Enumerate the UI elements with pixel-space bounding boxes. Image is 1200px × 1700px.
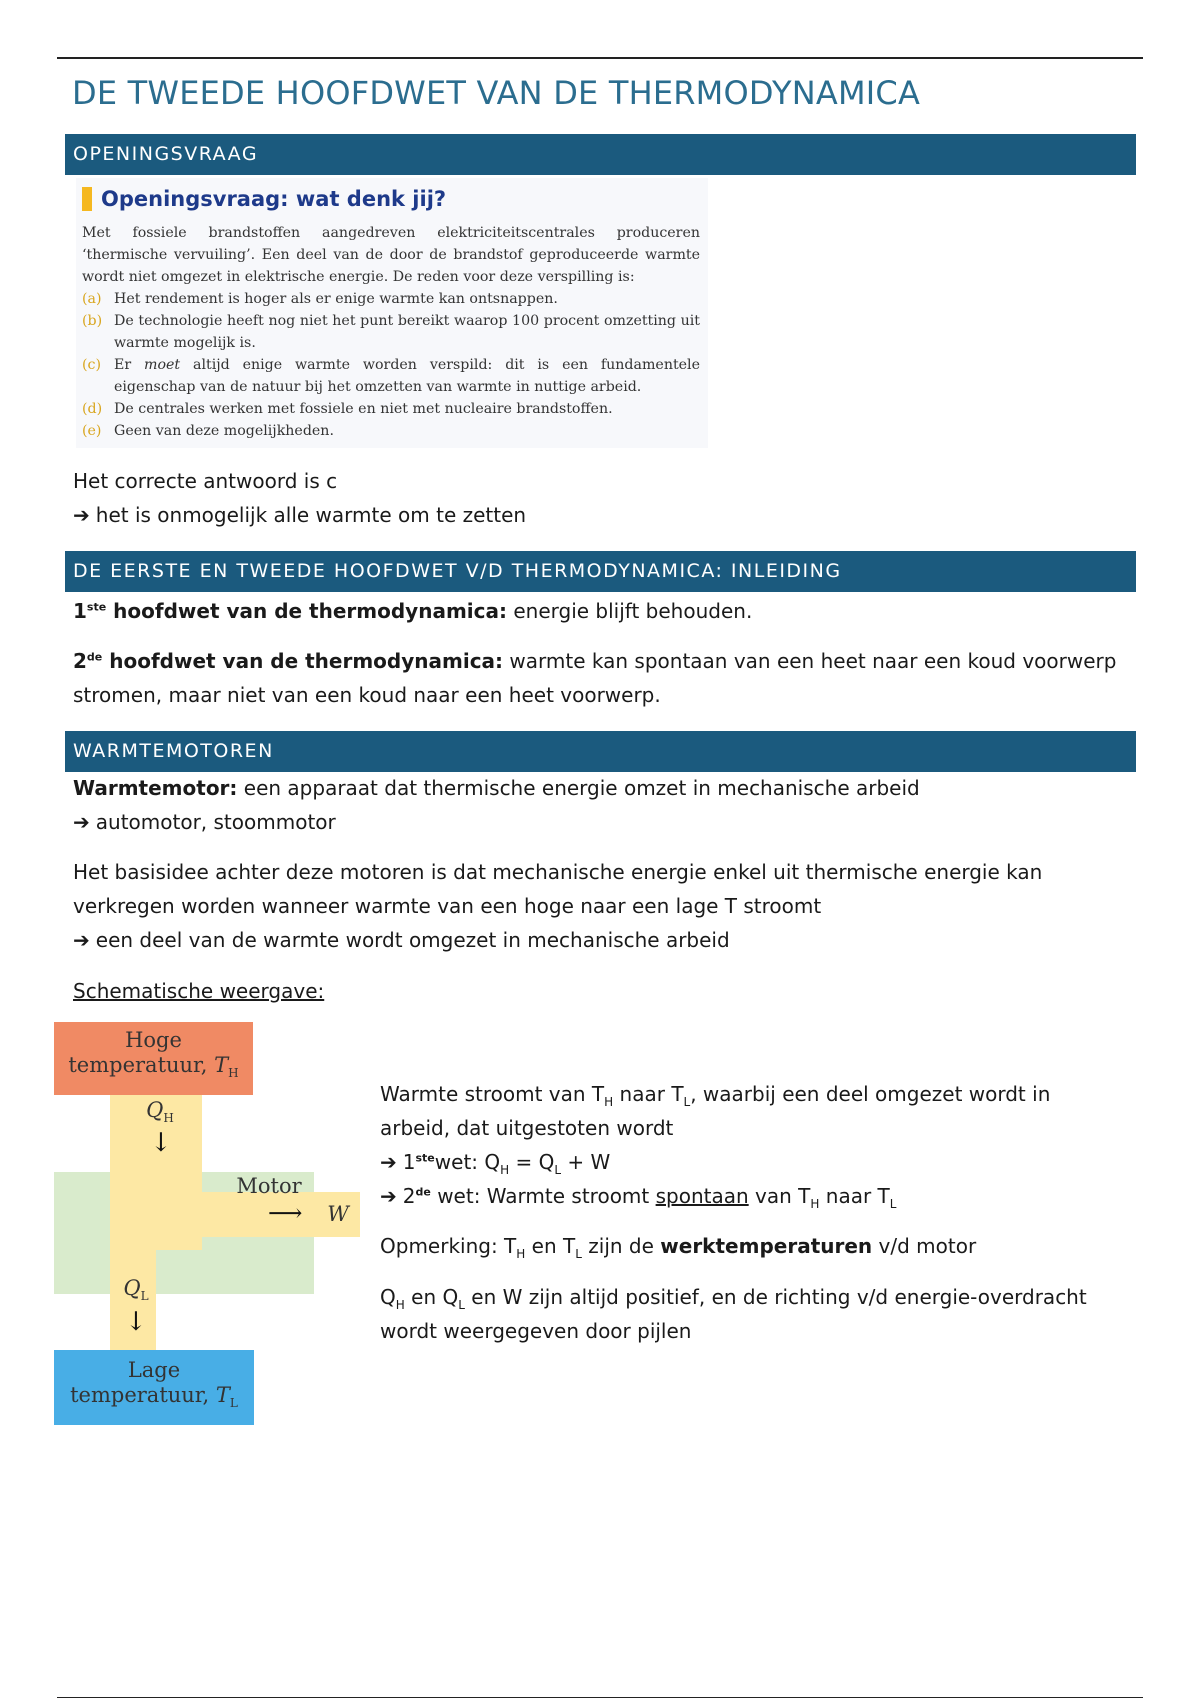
section-header-engines: WARMTEMOTOREN <box>65 731 1136 772</box>
cold-reservoir-label: Lage temperatuur, $T_L$ <box>70 1358 238 1411</box>
page-title: DE TWEEDE HOOFDWET VAN DE THERMODYNAMICA <box>72 74 921 112</box>
arrow-icon: ➔ <box>380 1184 397 1208</box>
heat-engine-definition: Warmtemotor: een apparaat dat thermische energie omzet in mechanische arbeid <box>73 776 920 800</box>
qh-label: $Q_H$ <box>146 1098 174 1126</box>
basic-idea-conclusion: ➔ een deel van de warmte wordt omgezet in mechanische arbeid <box>73 928 730 952</box>
heat-engine-diagram <box>54 1022 364 1427</box>
excerpt-marker <box>82 187 92 211</box>
first-law: 1ste hoofdwet van de thermodynamica: energie blijft behouden. <box>73 599 753 623</box>
hot-reservoir-label: Hoge temperatuur, $T_H$ <box>68 1028 239 1081</box>
option-c <box>82 354 700 398</box>
arrow-icon: ➔ <box>73 928 90 952</box>
option-letter: (d) <box>82 401 103 417</box>
engine-label: Motor <box>236 1174 302 1198</box>
heat-flow-explanation-continued: arbeid, dat uitgestoten wordt <box>380 1116 674 1140</box>
heat-flow-explanation: Warmte stroomt van $T_H$ naar $T_L$, waarbij een deel omgezet wordt in <box>380 1082 1051 1109</box>
positive-quantities-continued: wordt weergegeven door pijlen <box>380 1319 692 1343</box>
option-letter: (b) <box>82 313 103 329</box>
second-law-continued: stromen, maar niet van een koud naar een heet voorwerp. <box>73 683 661 707</box>
remark-working-temperatures: Opmerking: $T_H$ en $T_L$ zijn de werktemperaturen v/d motor <box>380 1234 977 1261</box>
answer-explanation: ➔ het is onmogelijk alle warmte om te zetten <box>73 503 527 527</box>
bottom-rule <box>57 1697 1143 1698</box>
right-arrow-icon: ⟶ <box>268 1199 303 1227</box>
arrow-icon: ➔ <box>73 810 90 834</box>
arrow-icon: ➔ <box>73 503 90 527</box>
ql-label: $Q_L$ <box>123 1276 149 1304</box>
work-label: W <box>327 1202 349 1226</box>
answer-line: Het correcte antwoord is c <box>73 469 338 493</box>
textbook-excerpt <box>76 178 708 448</box>
option-d <box>82 398 700 420</box>
option-a <box>82 288 700 310</box>
positive-quantities: $Q_H$ en $Q_L$ en W zijn altijd positief, en de richting v/d energie-overdracht <box>380 1285 1087 1312</box>
excerpt-question: Met fossiele brandstoffen aangedreven elektriciteitscentrales produceren ‘thermische vervuiling’. Een deel van de door de brandstof geproduceerde warmte wordt niet omgezet in elektrische energie. De reden voor deze verspilling is: <box>82 225 700 285</box>
basic-idea-line1: Het basisidee achter deze motoren is dat mechanische energie enkel uit thermische energie kan <box>73 860 1043 884</box>
option-letter: (a) <box>82 291 102 307</box>
option-letter: (e) <box>82 423 102 439</box>
option-text: De centrales werken met fossiele en niet met nucleaire brandstoffen. <box>114 401 613 417</box>
excerpt-header <box>82 182 700 216</box>
basic-idea-line2: verkregen worden wanneer warmte van een hoge naar een lage T stroomt <box>73 894 822 918</box>
option-b <box>82 310 700 354</box>
schematic-label: Schematische weergave: <box>73 979 325 1003</box>
excerpt-body <box>82 222 700 442</box>
option-text: Het rendement is hoger als er enige warmte kan ontsnappen. <box>114 291 558 307</box>
section-header-opening: OPENINGSVRAAG <box>65 134 1136 175</box>
first-law-formula: ➔ 1stewet: $Q_H = Q_L + W$ <box>380 1150 611 1177</box>
option-e <box>82 420 700 442</box>
excerpt-title: Openingsvraag: wat denk jij? <box>101 187 447 211</box>
option-text: De technologie heeft nog niet het punt bereikt waarop 100 procent omzetting uit warmte mogelijk is. <box>114 313 700 351</box>
second-law-statement: ➔ 2de wet: Warmte stroomt spontaan van $T_H$ naar $T_L$ <box>380 1184 897 1211</box>
down-arrow-icon: ↓ <box>150 1128 172 1158</box>
arrow-icon: ➔ <box>380 1150 397 1174</box>
option-text: Geen van deze mogelijkheden. <box>114 423 334 439</box>
option-text: Er moet altijd enige warmte worden verspild: dit is een fundamentele eigenschap van de natuur bij het omzetten van warmte in nuttige arbeid. <box>114 357 700 395</box>
down-arrow-icon: ↓ <box>125 1307 147 1337</box>
top-rule <box>57 57 1143 59</box>
heat-engine-examples: ➔ automotor, stoommotor <box>73 810 336 834</box>
section-header-intro: DE EERSTE EN TWEEDE HOOFDWET V/D THERMODYNAMICA: INLEIDING <box>65 551 1136 592</box>
second-law: 2de hoofdwet van de thermodynamica: warmte kan spontaan van een heet naar een koud voorwerp <box>73 649 1117 673</box>
option-letter: (c) <box>82 357 102 373</box>
